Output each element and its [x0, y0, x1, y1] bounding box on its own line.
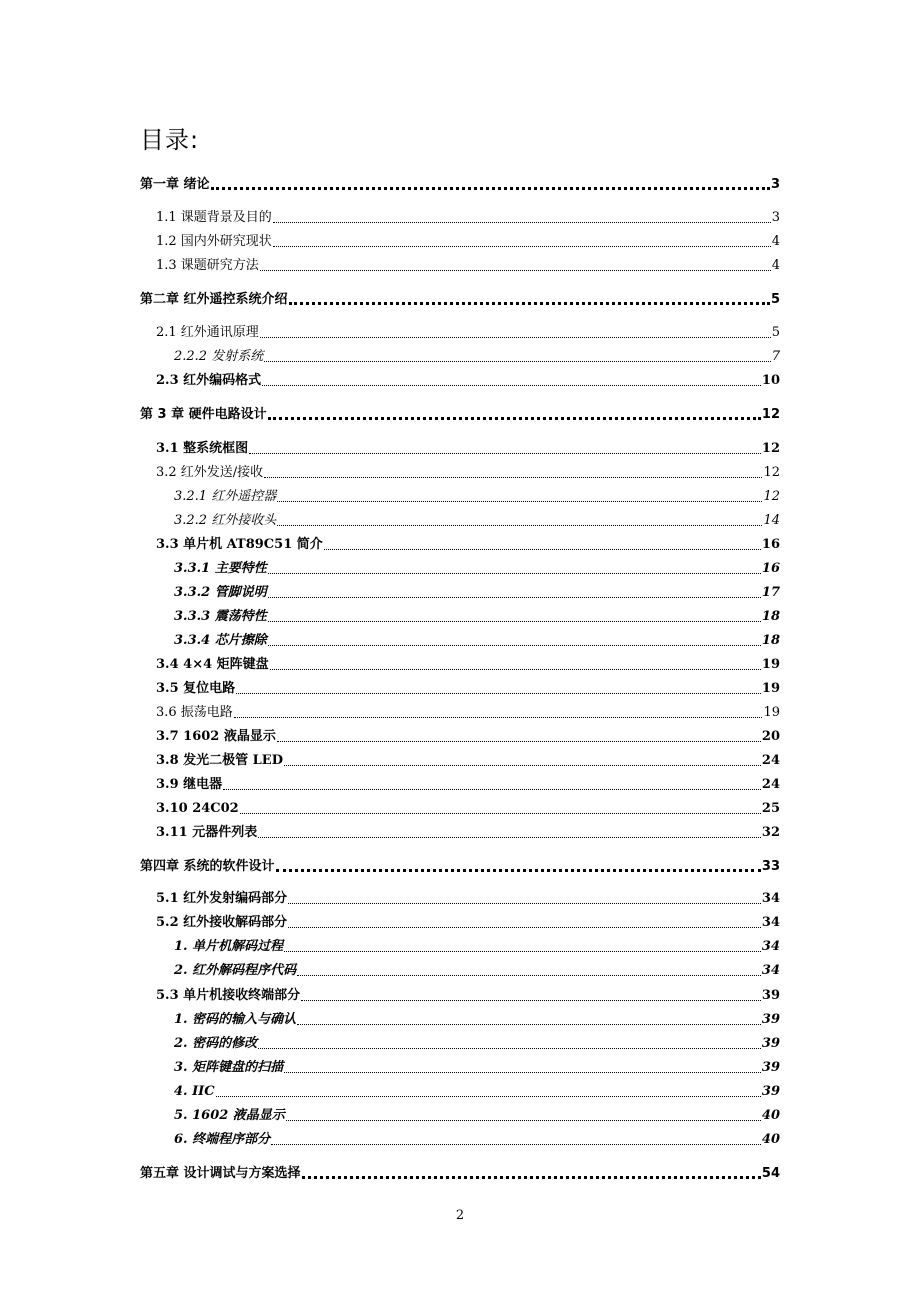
toc-entry-text: 3.10 24C02	[156, 801, 239, 816]
toc-entry-text: 1. 单片机解码过程	[174, 939, 284, 954]
toc-leader-dots	[297, 975, 761, 976]
toc-leader-dots	[276, 869, 761, 872]
page-number: 2	[455, 1208, 465, 1223]
toc-entry[interactable]	[174, 605, 780, 625]
toc-title: 目录:	[140, 126, 200, 154]
toc-entry[interactable]	[156, 797, 780, 817]
toc-entry-page: 19	[763, 705, 780, 720]
toc-entry[interactable]	[156, 911, 780, 931]
toc-entry-page: 4	[771, 234, 780, 249]
toc-leader-dots	[211, 187, 770, 190]
toc-entry-page: 39	[761, 1084, 780, 1099]
toc-leader-dots	[284, 765, 761, 766]
toc-entry-text: 6. 终端程序部分	[174, 1132, 271, 1147]
toc-leader-dots	[284, 951, 761, 952]
toc-leader-dots	[268, 645, 761, 646]
toc-leader-dots	[271, 1144, 761, 1145]
toc-leader-dots	[216, 1096, 761, 1097]
toc-leader-dots	[234, 717, 763, 718]
toc-entry-page: 3	[771, 210, 780, 225]
toc-entry[interactable]	[156, 677, 780, 697]
toc-entry-text: 3.9 继电器	[156, 777, 223, 792]
toc-entry-text: 3.6 振荡电路	[156, 705, 233, 720]
toc-entry-page: 18	[761, 633, 780, 648]
toc-entry-text: 1.2 国内外研究现状	[156, 234, 272, 249]
toc-entry-page: 34	[761, 939, 780, 954]
toc-entry-text: 1.3 课题研究方法	[156, 258, 259, 273]
toc-entry-text: 3.5 复位电路	[156, 681, 236, 696]
toc-leader-dots	[260, 270, 771, 271]
toc-entry-page: 40	[761, 1132, 780, 1147]
toc-entry[interactable]	[174, 935, 780, 955]
toc-leader-dots	[268, 417, 761, 420]
toc-leader-dots	[288, 927, 761, 928]
toc-entry-page: 5	[771, 325, 780, 340]
toc-entry[interactable]	[156, 701, 780, 721]
toc-leader-dots	[249, 453, 761, 454]
toc-entry-text: 3.3.2 管脚说明	[174, 585, 267, 600]
toc-entry[interactable]	[156, 369, 780, 389]
toc-entry-page: 19	[761, 657, 780, 672]
toc-entry-text: 3.3 单片机 AT89C51 简介	[156, 537, 323, 552]
toc-entry-text: 5. 1602 液晶显示	[174, 1108, 285, 1123]
toc-entry-page: 32	[761, 825, 780, 840]
toc-entry[interactable]	[156, 725, 780, 745]
toc-entry[interactable]	[174, 629, 780, 649]
toc-entry-page: 39	[761, 1060, 780, 1075]
toc-entry-text: 3.3.3 震荡特性	[174, 609, 267, 624]
toc-entry-text: 3.7 1602 液晶显示	[156, 729, 276, 744]
toc-entry-page: 3	[770, 177, 780, 192]
toc-leader-dots	[260, 337, 771, 338]
toc-entry-page: 14	[763, 513, 780, 528]
toc-entry-text: 3.2.1 红外遥控器	[174, 489, 277, 504]
toc-entry[interactable]	[140, 1162, 780, 1182]
toc-leader-dots	[286, 1120, 761, 1121]
toc-entry-page: 39	[761, 988, 780, 1003]
toc-entry-page: 24	[761, 753, 780, 768]
toc-entry-text: 3. 矩阵键盘的扫描	[174, 1060, 284, 1075]
toc-entry[interactable]	[140, 403, 780, 423]
toc-entry-page: 33	[761, 859, 780, 874]
toc-entry-text: 第五章 设计调试与方案选择	[140, 1166, 301, 1181]
toc-entry-text: 2. 密码的修改	[174, 1036, 258, 1051]
toc-entry-page: 17	[761, 585, 780, 600]
toc-entry-text: 3.1 整系统框图	[156, 441, 249, 456]
toc-entry[interactable]	[156, 206, 780, 226]
toc-entry-page: 4	[771, 258, 780, 273]
toc-entry-text: 2.3 红外编码格式	[156, 373, 262, 388]
toc-entry-text: 第一章 绪论	[140, 177, 210, 192]
toc-leader-dots	[258, 837, 761, 838]
toc-leader-dots	[264, 361, 771, 362]
toc-leader-dots	[288, 903, 761, 904]
toc-entry[interactable]	[156, 321, 780, 341]
toc-entry-text: 第 3 章 硬件电路设计	[140, 407, 267, 422]
toc-entry[interactable]	[174, 1056, 780, 1076]
toc-leader-dots	[289, 302, 770, 305]
toc-entry[interactable]	[156, 653, 780, 673]
toc-entry-page: 34	[761, 963, 780, 978]
toc-entry-page: 16	[761, 537, 780, 552]
toc-leader-dots	[273, 222, 771, 223]
toc-leader-dots	[284, 1072, 761, 1073]
toc-leader-dots	[301, 1000, 761, 1001]
toc-entry-page: 12	[761, 441, 780, 456]
toc-entry-text: 3.8 发光二极管 LED	[156, 753, 283, 768]
toc-entry[interactable]	[156, 254, 780, 274]
toc-entry[interactable]	[140, 288, 780, 308]
toc-entry[interactable]	[174, 485, 780, 505]
toc-entry-page: 12	[761, 407, 780, 422]
toc-entry-page: 54	[761, 1166, 780, 1181]
toc-entry-page: 18	[761, 609, 780, 624]
toc-leader-dots	[270, 669, 761, 670]
toc-leader-dots	[223, 789, 761, 790]
toc-leader-dots	[297, 1024, 761, 1025]
toc-entry-page: 39	[761, 1036, 780, 1051]
toc-entry-text: 3.4 4×4 矩阵键盘	[156, 657, 269, 672]
toc-leader-dots	[277, 741, 761, 742]
toc-entry[interactable]	[174, 1032, 780, 1052]
toc-leader-dots	[277, 525, 762, 526]
toc-entry-page: 40	[761, 1108, 780, 1123]
toc-entry-page: 20	[761, 729, 780, 744]
toc-leader-dots	[268, 621, 761, 622]
toc-entry[interactable]	[174, 509, 780, 529]
toc-entry-page: 16	[761, 561, 780, 576]
toc-entry-page: 34	[761, 915, 780, 930]
toc-entry-page: 39	[761, 1012, 780, 1027]
toc-entry-text: 3.3.4 芯片擦除	[174, 633, 267, 648]
toc-entry-text: 1. 密码的输入与确认	[174, 1012, 297, 1027]
toc-entry[interactable]	[174, 1128, 780, 1148]
toc-entry-text: 第四章 系统的软件设计	[140, 859, 275, 874]
toc-entry-text: 3.3.1 主要特性	[174, 561, 267, 576]
toc-entry-text: 2. 红外解码程序代码	[174, 963, 297, 978]
toc-entry[interactable]	[174, 1104, 780, 1124]
toc-leader-dots	[236, 693, 761, 694]
toc-entry-page: 25	[761, 801, 780, 816]
toc-entry[interactable]	[156, 533, 780, 553]
toc-leader-dots	[277, 501, 762, 502]
toc-entry[interactable]	[174, 1008, 780, 1028]
toc-leader-dots	[262, 385, 761, 386]
toc-entry-text: 2.2.2 发射系统	[174, 349, 264, 364]
toc-entry-text: 3.11 元器件列表	[156, 825, 258, 840]
toc-entry-text: 5.3 单片机接收终端部分	[156, 988, 301, 1003]
toc-leader-dots	[273, 246, 771, 247]
toc-entry-text: 5.2 红外接收解码部分	[156, 915, 288, 930]
toc-entry-text: 2.1 红外通讯原理	[156, 325, 259, 340]
toc-entry[interactable]	[156, 230, 780, 250]
toc-entry-text: 4. IIC	[174, 1084, 215, 1099]
toc-leader-dots	[302, 1176, 761, 1179]
toc-entry-page: 34	[761, 891, 780, 906]
toc-entry-page: 12	[763, 489, 780, 504]
toc-entry[interactable]	[156, 437, 780, 457]
toc-entry[interactable]	[156, 749, 780, 769]
toc-entry-text: 3.2.2 红外接收头	[174, 513, 277, 528]
toc-entry[interactable]	[140, 855, 780, 875]
toc-entry[interactable]	[156, 984, 780, 1004]
toc-entry-page: 12	[763, 465, 780, 480]
toc-entry-page: 5	[770, 292, 780, 307]
toc-leader-dots	[268, 597, 761, 598]
toc-entry[interactable]	[174, 345, 780, 365]
toc-entry[interactable]	[174, 959, 780, 979]
toc-entry-page: 24	[761, 777, 780, 792]
toc-entry[interactable]	[156, 773, 780, 793]
toc-leader-dots	[240, 813, 761, 814]
toc-entry[interactable]	[174, 581, 780, 601]
toc-leader-dots	[268, 573, 761, 574]
toc-entry[interactable]	[156, 461, 780, 481]
toc-entry[interactable]	[140, 173, 780, 193]
toc-leader-dots	[258, 1048, 761, 1049]
toc-entry[interactable]	[156, 887, 780, 907]
toc-entry-text: 第二章 红外遥控系统介绍	[140, 292, 288, 307]
toc-entry[interactable]	[174, 1080, 780, 1100]
toc-entry-text: 3.2 红外发送/接收	[156, 465, 264, 480]
toc-entry[interactable]	[174, 557, 780, 577]
toc-entry[interactable]	[156, 821, 780, 841]
toc-entry-page: 19	[761, 681, 780, 696]
toc-entry-text: 5.1 红外发射编码部分	[156, 891, 288, 906]
toc-leader-dots	[264, 477, 762, 478]
toc-entry-page: 7	[771, 349, 780, 364]
toc-entry-page: 10	[761, 373, 780, 388]
toc-leader-dots	[324, 549, 761, 550]
toc-entry-text: 1.1 课题背景及目的	[156, 210, 272, 225]
